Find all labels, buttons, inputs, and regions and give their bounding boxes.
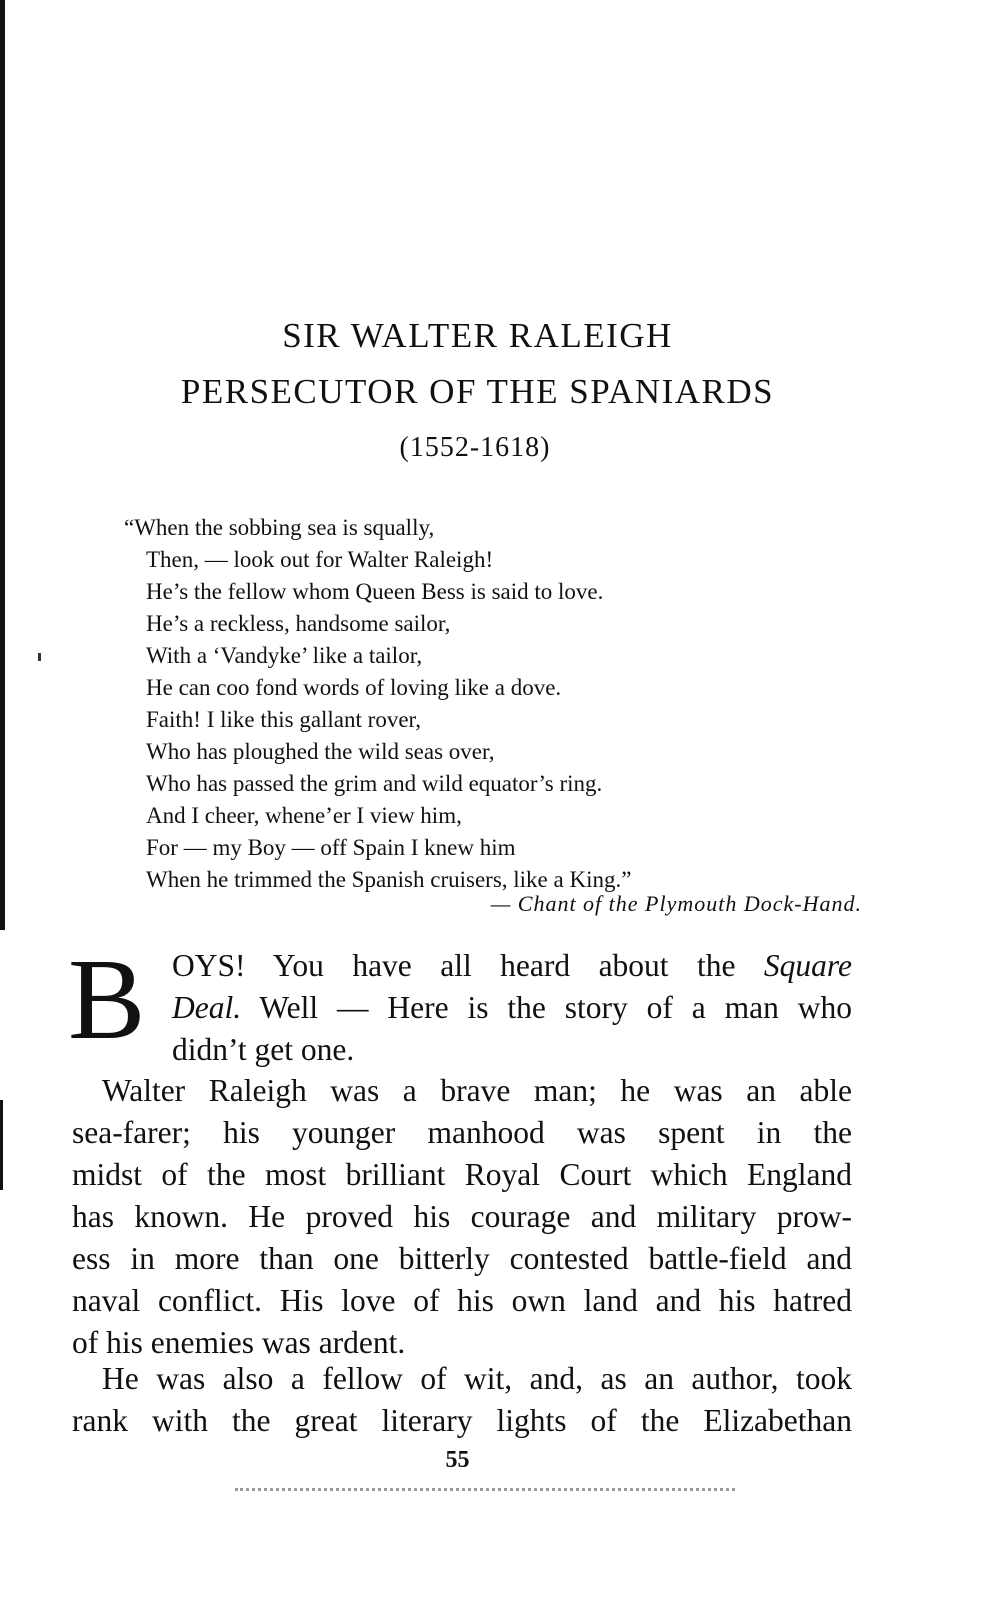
left-edge-shadow <box>0 0 5 930</box>
drop-cap: B <box>68 936 146 1064</box>
paragraph-line: didn’t get one. <box>172 1032 355 1067</box>
epigraph-verse <box>124 512 864 896</box>
chapter-subtitle: PERSECUTOR OF THE SPANIARDS <box>180 372 775 411</box>
paragraph-line: of his enemies was ardent. <box>72 1325 406 1360</box>
verse-line: Then, — look out for Walter Raleigh! <box>146 547 494 572</box>
paragraph-line: midst of the most brilliant Royal Court which England <box>72 1157 852 1192</box>
verse-line: With a ‘Vandyke’ like a tailor, <box>146 643 423 668</box>
chapter-dates: (1552-1618) <box>399 432 551 463</box>
paragraph-line: sea-farer; his younger manhood was spent in the <box>72 1115 852 1150</box>
chapter-title: SIR WALTER RALEIGH <box>282 316 673 355</box>
scan-artifact-dots <box>235 1488 735 1495</box>
paragraph-3 <box>72 1358 852 1442</box>
paragraph-1 <box>172 945 852 1071</box>
verse-line: And I cheer, whene’er I view him, <box>146 803 462 828</box>
page-number: 55 <box>445 1447 470 1473</box>
paragraph-line: rank with the great literary lights of the Elizabethan <box>72 1403 852 1438</box>
verse-attribution: — Chant of the Plymouth Dock-Hand. <box>490 891 862 916</box>
margin-speck <box>38 653 41 661</box>
verse-line: “When the sobbing sea is squally, <box>124 515 435 540</box>
verse-line: Faith! I like this gallant rover, <box>146 707 422 732</box>
paragraph-line: ess in more than one bitterly contested battle-field and <box>72 1241 852 1276</box>
verse-line: He can coo fond words of loving like a dove. <box>146 675 562 700</box>
paragraph-line: He was also a fellow of wit, and, as an author, took <box>102 1361 852 1396</box>
left-edge-shadow-lower <box>0 1100 3 1190</box>
paragraph-line: has known. He proved his courage and military prow- <box>72 1199 852 1234</box>
verse-line: For — my Boy — off Spain I knew him <box>146 835 516 860</box>
paragraph-2 <box>72 1070 852 1364</box>
verse-line: He’s the fellow whom Queen Bess is said to love. <box>146 579 604 604</box>
paragraph-line: OYS! You have all heard about the Square <box>172 948 852 983</box>
verse-line: Who has ploughed the wild seas over, <box>146 739 495 764</box>
verse-line: Who has passed the grim and wild equator’s ring. <box>146 771 603 796</box>
paragraph-line: Deal. Well — Here is the story of a man who <box>172 990 852 1025</box>
verse-line: He’s a reckless, handsome sailor, <box>146 611 451 636</box>
paragraph-line: naval conflict. His love of his own land and his hatred <box>72 1283 852 1318</box>
paragraph-line: Walter Raleigh was a brave man; he was an able <box>102 1073 852 1108</box>
verse-line: When he trimmed the Spanish cruisers, like a King.” <box>146 867 632 892</box>
